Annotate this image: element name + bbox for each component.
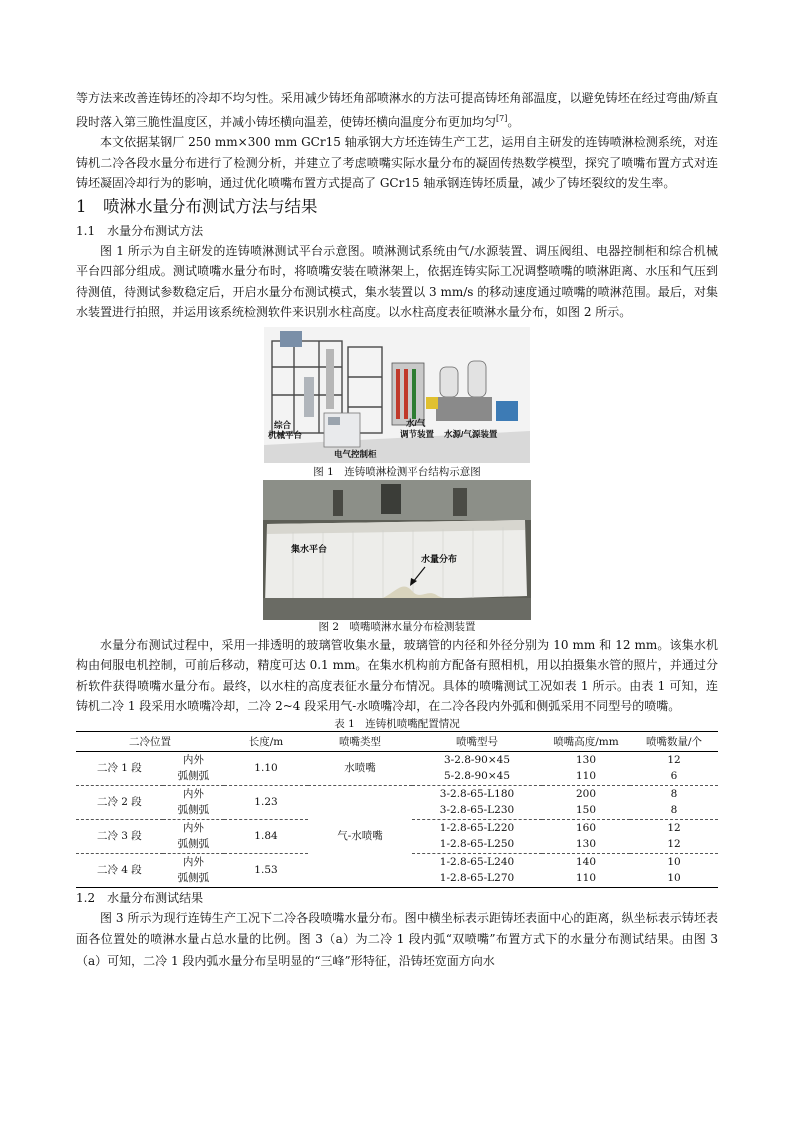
paragraph-method: 图 1 所示为自主研发的连铸喷淋测试平台示意图。喷淋测试系统由气/水源装置、调压阀组、电器控制柜和综合机械平台四部分组成。测试喷嘴水量分布时，将喷嘴安装在喷淋架上，依据连铸实际工况调整喷嘴的喷淋距离、水压和气压到待测值，待测试参数稳定后，开启水量分布测试模式，集水装置以 3 mm/s 的移动速度通过喷嘴的喷淋范围。最后，对集水装置进行拍照，并运用该系统检测软件来识别水柱高度。以水柱高度表征喷淋水量分布，如图 2 所示。 [76,243,718,319]
type-water-cell: 水喷嘴 [344,762,376,774]
label-collector-platform: 集水平台 [291,543,328,554]
col-header-height: 喷嘴高度/mm [542,731,630,751]
col-header-type: 喷嘴类型 [308,731,412,751]
table-row: 弧侧弧 5-2.8-90×45 110 6 [76,768,718,785]
label-valve-2: 调节装置 [400,428,435,439]
label-valve-1: 水/气 [406,417,426,428]
subsection-heading-1-1: 1.1 水量分布测试方法 [76,223,204,238]
label-source: 水源/气源装置 [444,428,498,439]
collector-photo [263,480,531,620]
table-header-row [76,731,718,751]
table-row: 弧侧弧 1-2.8-65-L270 110 10 [76,870,718,887]
label-cabinet: 电气控制柜 [334,448,377,459]
figure-1-caption: 图 1 连铸喷淋检测平台结构示意图 [313,465,481,478]
figure-2-photo [263,480,531,620]
citation-ref[interactable]: [7] [496,113,508,123]
col-header-length: 长度/m [224,731,308,751]
table-row: 二冷 4 段 内外 1.53 1-2.8-65-L240 140 10 [76,853,718,870]
col-header-count: 喷嘴数量/个 [630,731,718,751]
label-platform-1: 综合 [274,419,292,430]
nozzle-config-table [76,731,718,888]
figure-2-caption: 图 2 喷嘴喷淋水量分布检测装置 [318,620,476,633]
paper-page [76,88,718,972]
label-water-distribution: 水量分布 [421,553,458,564]
col-header-model: 喷嘴型号 [412,731,542,751]
paragraph-results: 图 3 所示为现行连铸生产工况下二冷各段喷嘴水量分布。图中横坐标表示距铸坯表面中心的距离，纵坐标表示铸坯表面各位置处的喷淋水量占总水量的比例。图 3（a）为二冷 1 段内弧“双喷嘴”布置方式下的水量分布测试结果。由图 3（a）可知，二冷 1 段内弧水量分布呈明显的“三峰”形特征，沿铸坯宽面方向水 [76,910,718,968]
paragraph-test-process: 水量分布测试过程中，采用一排透明的玻璃管收集水量，玻璃管的内径和外径分别为 10 mm 和 12 mm。该集水机构由伺服电机控制，可前后移动，精度可达 0.1 mm。在集水机构前方配备有照相机，用以拍摄集水管的照片，并通过分析软件获得喷嘴水量分布。最终，以水柱的高度表征水量分布情况。具体的喷嘴测试工况如表 1 所示。由表 1 可知，连铸机二冷 1 段采用水喷嘴冷却，二冷 2~4 段采用气-水喷嘴冷却，在二冷各段内外弧和侧弧采用不同型号的喷嘴。 [76,637,718,713]
paragraph-intro-cont: 等方法来改善连铸坯的冷却不均匀性。采用减少铸坯角部喷淋水的方法可提高铸坯角部温度，以避免铸坯在经过弯曲/矫直段时落入第三脆性温度区，并减小铸坯横向温差，使铸坯横向温度分布更加均匀[7]。 [76,91,718,129]
subsection-heading-1-2: 1.2 水量分布测试结果 [76,890,204,905]
paragraph-this-paper: 本文依据某钢厂 250 mm×300 mm GCr15 轴承钢大方坯连铸生产工艺，运用自主研发的连铸喷淋检测系统，对连铸机二冷各段水量分布进行了检测分析，并建立了考虑喷嘴实际水量分布的凝固传热数学模型，探究了喷嘴布置方式对连铸坯凝固冷却行为的影响，通过优化喷嘴布置方式提高了 GCr15 轴承钢连铸坯质量，减少了铸坯裂纹的发生率。 [76,135,718,190]
table-row: 二冷 2 段 内外 1.23 气-水喷嘴 3-2.8-65-L180 200 8 [76,785,718,802]
type-air-water-cell: 气-水喷嘴 [308,785,412,887]
table-1-caption: 表 1 连铸机喷嘴配置情况 [334,717,460,730]
table-row: 二冷 3 段 内外 1.84 1-2.8-65-L220 160 12 [76,819,718,836]
section-heading-1: 1 喷淋水量分布测试方法与结果 [76,196,318,216]
table-row: 二冷 1 段 内外 1.10 水喷嘴 3-2.8-90×45 130 12 [76,751,718,768]
label-platform-2: 机械平台 [268,429,303,440]
table-row: 弧侧弧 1-2.8-65-L250 130 12 [76,836,718,853]
figure-1-illustration [264,327,530,463]
test-platform-drawing [264,327,530,463]
valve-rack [392,363,424,425]
table-row: 弧侧弧 3-2.8-65-L230 150 8 [76,802,718,819]
col-header-position: 二冷位置 [76,731,224,751]
